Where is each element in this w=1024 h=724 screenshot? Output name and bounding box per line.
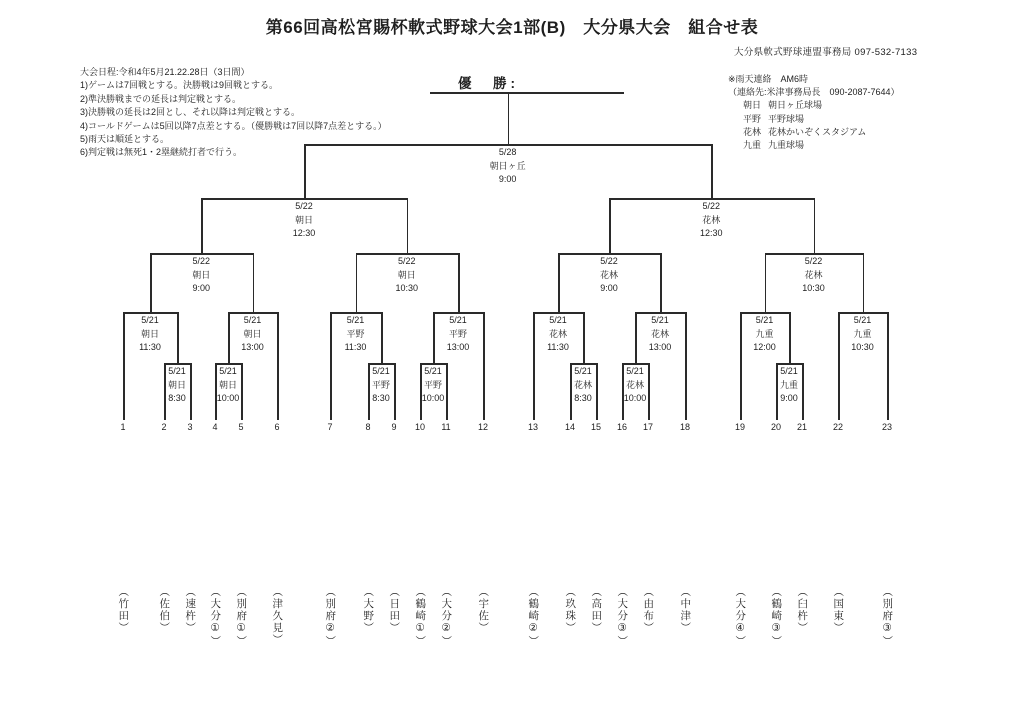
venue-abbr: 平野 — [743, 113, 762, 124]
match-label-line: 9:00 — [498, 174, 517, 184]
team-number: 15 — [590, 422, 602, 432]
bracket-line-vertical — [407, 198, 409, 253]
bracket-line-vertical — [228, 312, 230, 363]
team-name: （鶴崎③） — [770, 586, 783, 648]
match-label-line: 10:00 — [421, 393, 445, 403]
match-label-line: 5/22 — [397, 256, 416, 266]
match-label-line: 九重 — [853, 328, 872, 339]
match-label-line: 5/22 — [600, 256, 618, 266]
bracket-line-vertical — [508, 92, 510, 144]
match-label-line: 朝日 — [294, 214, 313, 225]
match-label-line: 九重 — [755, 328, 774, 339]
match-label-line: 5/21 — [372, 366, 390, 376]
match-label-line: 5/21 — [626, 366, 644, 376]
match-label — [649, 314, 672, 355]
match-label-line: 5/21 — [780, 366, 798, 376]
rule-line: 1)ゲームは7回戦とする。決勝戦は9回戦とする。 — [80, 80, 279, 91]
match-label — [217, 365, 240, 406]
bracket-line-vertical — [533, 312, 535, 420]
team-number: 7 — [327, 422, 333, 432]
team-name: （国東） — [832, 586, 845, 634]
bracket-line-vertical — [802, 363, 804, 420]
match-label-line: 8:30 — [168, 393, 186, 403]
match-label-line: 12:30 — [699, 228, 723, 238]
match-label-line: 朝日 — [140, 328, 160, 339]
team-name: （竹田） — [117, 586, 130, 634]
bracket-line-vertical — [583, 312, 585, 363]
team-name: （鶴崎②） — [527, 586, 540, 648]
bracket-line-vertical — [190, 363, 192, 420]
match-label-line: 5/21 — [424, 366, 442, 376]
match-label-line: 5/21 — [651, 315, 669, 325]
bracket-line-vertical — [635, 312, 637, 363]
team-number: 18 — [679, 422, 691, 432]
match-label-line: 9:00 — [780, 393, 798, 403]
match-label-line: 12:30 — [292, 228, 316, 238]
bracket-line-vertical — [368, 363, 370, 420]
match-label-line: 花林 — [548, 328, 568, 339]
match-label-line: 平野 — [423, 379, 442, 390]
bracket-line-vertical — [164, 363, 166, 420]
match-label — [753, 314, 776, 355]
bracket-line-horizontal — [430, 92, 624, 94]
bracket-line-vertical — [765, 253, 767, 312]
match-label — [802, 255, 825, 296]
bracket-line-vertical — [446, 363, 448, 420]
match-label-line: 11:30 — [344, 342, 367, 352]
rain-contact-line: ※雨天連絡 AM6時 — [728, 74, 809, 84]
match-label-line: 11:30 — [547, 342, 569, 352]
match-label — [293, 200, 316, 241]
match-label-line: 朝日ヶ丘 — [489, 160, 526, 171]
match-label-line: 10:00 — [623, 393, 647, 403]
bracket-line-vertical — [685, 312, 687, 420]
venue-name: 九重球場 — [768, 140, 805, 151]
bracket-line-vertical — [356, 253, 358, 312]
match-label-line: 5/21 — [346, 315, 365, 325]
team-name: （別府③） — [881, 586, 894, 648]
rule-line: 2)準決勝戦までの延長は判定戦とする。 — [80, 93, 242, 104]
team-name: （臼杵） — [796, 586, 809, 634]
match-label-line: 朝日 — [192, 269, 211, 280]
bracket-line-vertical — [838, 312, 840, 420]
match-label-line: 11:30 — [139, 342, 161, 352]
team-number: 23 — [881, 422, 893, 432]
champion-label: 優 勝: — [458, 76, 519, 91]
match-label — [700, 200, 723, 241]
team-name: （鶴崎①） — [414, 586, 427, 648]
venue-abbr: 朝日 — [743, 100, 762, 111]
match-label-line: 10:30 — [395, 283, 419, 293]
bracket-line-vertical — [201, 198, 203, 253]
match-label-line: 平野 — [346, 328, 365, 339]
match-label — [624, 365, 647, 406]
bracket-line-vertical — [570, 363, 572, 420]
team-number: 8 — [365, 422, 371, 432]
match-label-line: 平野 — [448, 328, 467, 339]
team-name: （由布） — [642, 586, 655, 634]
match-label-line: 花林 — [702, 214, 721, 225]
match-label-line: 花林 — [573, 379, 593, 390]
team-number: 5 — [238, 422, 244, 432]
team-name: （高田） — [590, 586, 603, 634]
match-label-line: 12:00 — [753, 342, 776, 352]
team-number: 20 — [770, 422, 782, 432]
office-contact: 大分県軟式野球連盟事務局 097-532-7133 — [734, 47, 918, 58]
page-title: 第66回高松宮賜杯軟式野球大会1部(B) 大分県大会 組合せ表 — [265, 18, 759, 37]
match-label-line: 13:00 — [241, 342, 264, 352]
team-number: 2 — [161, 422, 167, 432]
match-label-line: 花林 — [804, 269, 823, 280]
bracket-line-vertical — [304, 144, 306, 198]
match-label — [395, 255, 418, 296]
match-label-line: 朝日 — [243, 328, 262, 339]
match-label-line: 5/21 — [141, 315, 159, 325]
match-label-line: 10:00 — [216, 393, 240, 403]
bracket-line-vertical — [596, 363, 598, 420]
match-label-line: 9:00 — [192, 283, 211, 293]
match-label — [241, 314, 264, 355]
rule-line: 5)雨天は順延とする。 — [80, 134, 170, 145]
team-number: 17 — [642, 422, 654, 432]
match-label-line: 花林 — [650, 328, 669, 339]
match-label-line: 5/21 — [168, 366, 186, 376]
bracket-line-vertical — [887, 312, 889, 420]
bracket-line-vertical — [660, 253, 662, 312]
match-label-line: 5/22 — [295, 201, 313, 211]
bracket-line-vertical — [253, 253, 255, 312]
team-number: 4 — [212, 422, 218, 432]
match-label-line: 8:30 — [372, 393, 390, 403]
match-label-line: 花林 — [625, 379, 644, 390]
match-label-line: 5/21 — [574, 366, 592, 376]
venue-abbr: 花林 — [743, 126, 762, 137]
bracket-line-vertical — [609, 198, 611, 253]
team-name: （大分①） — [209, 586, 222, 648]
bracket-line-vertical — [277, 312, 279, 420]
match-label-line: 5/21 — [755, 315, 774, 325]
match-label-line: 5/22 — [702, 201, 721, 211]
match-label-line: 九重 — [779, 379, 799, 390]
team-name: （宇佐） — [477, 586, 490, 634]
venue-name: 花林かいぞくスタジアム — [768, 126, 867, 137]
team-number: 6 — [274, 422, 280, 432]
team-number: 3 — [187, 422, 193, 432]
bracket-line-vertical — [776, 363, 778, 420]
bracket-line-vertical — [394, 363, 396, 420]
match-label-line: 5/21 — [219, 366, 237, 376]
team-name: （中津） — [679, 586, 692, 634]
team-number: 13 — [527, 422, 539, 432]
match-label-line: 5/22 — [192, 256, 211, 266]
team-name: （佐伯） — [158, 586, 171, 634]
team-name: （別府②） — [324, 586, 337, 648]
bracket-line-vertical — [150, 253, 152, 312]
match-label-line: 5/22 — [804, 256, 823, 266]
match-label — [447, 314, 470, 355]
team-number: 9 — [391, 422, 397, 432]
match-label-line: 朝日 — [218, 379, 237, 390]
bracket-line-vertical — [123, 312, 125, 420]
venue-name: 朝日ヶ丘球場 — [768, 100, 823, 111]
bracket-line-vertical — [381, 312, 383, 363]
match-label-line: 5/21 — [853, 315, 872, 325]
bracket-line-vertical — [458, 253, 460, 312]
bracket-line-vertical — [711, 144, 713, 198]
team-name: （大分②） — [440, 586, 453, 648]
team-number: 1 — [120, 422, 126, 432]
bracket-line-vertical — [863, 253, 865, 312]
match-label — [547, 314, 569, 355]
match-label-line: 10:30 — [802, 283, 825, 293]
team-name: （玖珠） — [564, 586, 577, 634]
schedule-line: 大会日程:令和4年5月21.22.28日（3日間） — [80, 67, 250, 77]
bracket-line-vertical — [241, 363, 243, 420]
rain-contact-line: （連絡先:米津事務局長 090-2087-7644） — [728, 87, 900, 98]
match-label — [345, 314, 367, 355]
team-number: 21 — [796, 422, 808, 432]
bracket-line-vertical — [740, 312, 742, 420]
venue-name: 平野球場 — [768, 113, 805, 124]
match-label — [490, 146, 526, 187]
match-label-line: 5/21 — [243, 315, 262, 325]
bracket-line-vertical — [330, 312, 332, 420]
team-number: 22 — [832, 422, 844, 432]
bracket-line-vertical — [789, 312, 791, 363]
match-label — [372, 365, 390, 406]
bracket-line-vertical — [558, 253, 560, 312]
team-number: 14 — [564, 422, 576, 432]
team-number: 19 — [734, 422, 746, 432]
match-label — [600, 255, 618, 296]
match-label-line: 花林 — [599, 269, 619, 280]
match-label-line: 5/21 — [549, 315, 567, 325]
rule-line: 3)決勝戦の延長は2回とし、それ以降は判定戦とする。 — [80, 107, 301, 118]
team-name: （大分③） — [616, 586, 629, 648]
team-name: （津久見） — [271, 586, 284, 646]
rule-line: 4)コールドゲームは5回以降7点差とする。（優勝戦は7回以降7点差とする。） — [80, 120, 387, 131]
team-name: （大分④） — [734, 586, 747, 648]
match-label-line: 10:30 — [851, 342, 874, 352]
bracket-line-vertical — [814, 198, 816, 253]
bracket-line-vertical — [433, 312, 435, 363]
team-number: 12 — [477, 422, 489, 432]
match-label-line: 13:00 — [648, 342, 672, 352]
rule-line: 6)判定戦は無死1・2塁継続打者で行う。 — [80, 147, 243, 158]
venue-abbr: 九重 — [743, 140, 762, 151]
match-label — [192, 255, 210, 296]
match-label — [851, 314, 874, 355]
team-name: （日田） — [388, 586, 401, 634]
match-label-line: 5/21 — [449, 315, 467, 325]
team-name: （大野） — [362, 586, 375, 634]
bracket-line-vertical — [648, 363, 650, 420]
team-name: （別府①） — [235, 586, 248, 648]
team-number: 10 — [414, 422, 426, 432]
match-label-line: 5/28 — [498, 147, 517, 157]
team-name: （速杵） — [184, 586, 197, 634]
match-label-line: 朝日 — [167, 379, 187, 390]
bracket-line-vertical — [483, 312, 485, 420]
match-label-line: 13:00 — [446, 342, 470, 352]
match-label-line: 平野 — [371, 379, 391, 390]
match-label — [168, 365, 186, 406]
bracket-line-vertical — [177, 312, 179, 363]
match-label — [139, 314, 161, 355]
match-label — [780, 365, 798, 406]
match-label — [422, 365, 445, 406]
match-label-line: 8:30 — [574, 393, 592, 403]
match-label-line: 朝日 — [397, 269, 416, 280]
team-number: 16 — [616, 422, 628, 432]
match-label — [574, 365, 592, 406]
match-label-line: 9:00 — [600, 283, 618, 293]
team-number: 11 — [441, 422, 451, 432]
